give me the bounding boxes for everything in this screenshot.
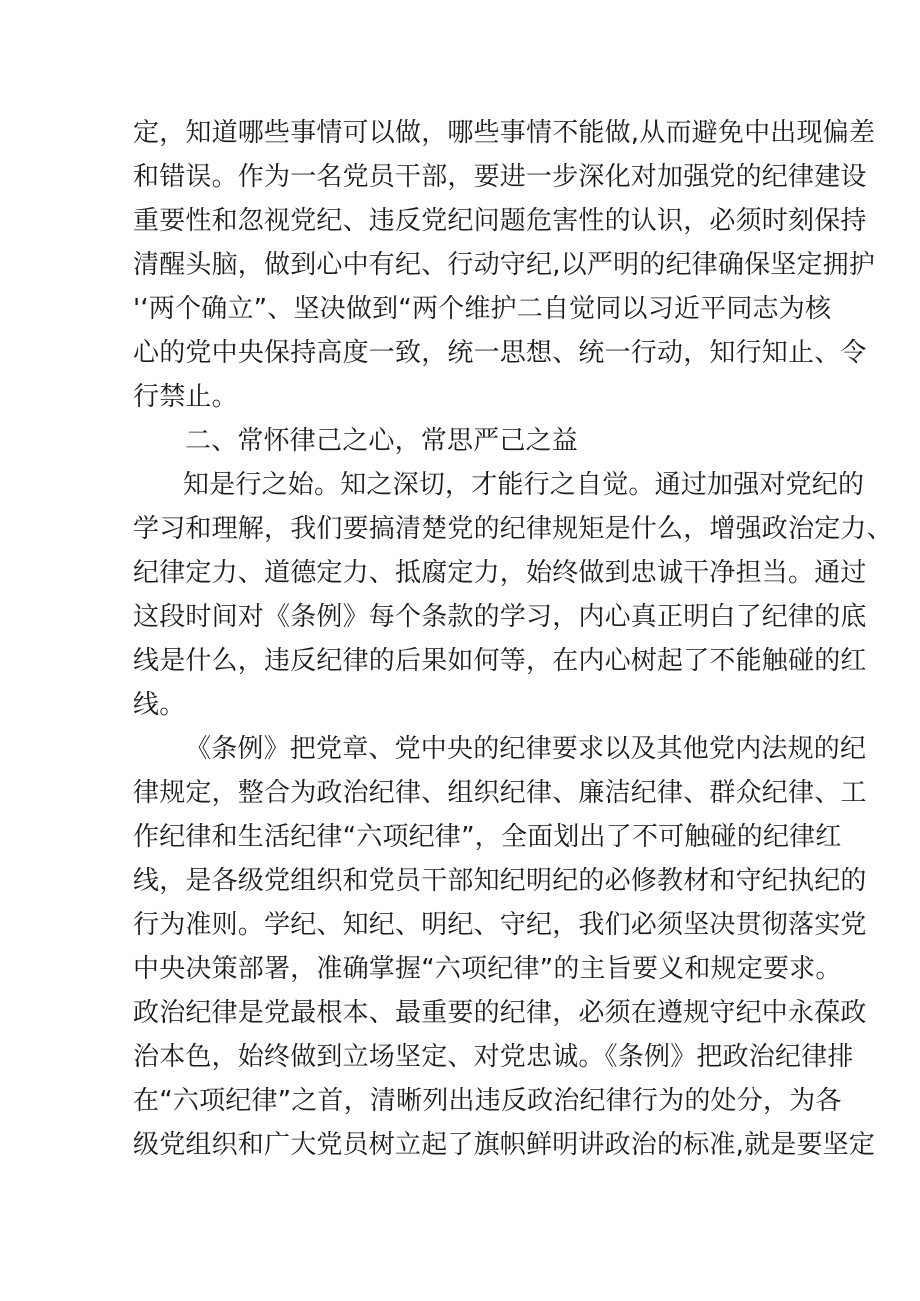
text-line-18: 线，是各级党组织和党员干部知纪明纪的必修教材和守纪执纪的: [133, 866, 867, 896]
text-line-6: 心的党中央保持高度一致，统一思想、统一行动，知行知止、令: [133, 338, 867, 368]
section-heading: 二、常怀律己之心，常思严己之益: [185, 426, 579, 456]
text-line-10: 学习和理解，我们要搞清楚党的纪律规矩是什么，增强政治定力、: [133, 514, 893, 544]
text-line-11: 纪律定力、道德定力、抵腐定力，始终做到忠诚干净担当。通过: [133, 558, 867, 588]
text-line-15: 《条例》把党章、党中央的纪律要求以及其他党内法规的纪: [185, 734, 867, 764]
text-line-16: 律规定，整合为政治纪律、组织纪律、廉洁纪律、群众纪律、工: [133, 778, 867, 808]
text-line-2: 和错误。作为一名党员干部，要进一步深化对加强党的纪律建设: [133, 162, 867, 192]
text-line-17: 作纪律和生活纪律“六项纪律”，全面划出了不可触碰的纪律红: [133, 822, 842, 852]
text-line-20: 中央决策部署，准确掌握“六项纪律”的主旨要义和规定要求。: [133, 954, 842, 984]
text-line-14: 线。: [133, 690, 186, 720]
text-line-24: 级党组织和广大党员树立起了旗帜鲜明讲政治的标准,就是要坚定: [133, 1130, 876, 1160]
text-line-12: 这段时间对《条例》每个条款的学习，内心真正明白了纪律的底: [133, 602, 867, 632]
text-line-23: 在“六项纪律”之首，清晰列出违反政治纪律行为的处分，为各: [133, 1086, 842, 1116]
text-line-1: 定，知道哪些事情可以做，哪些事情不能做,从而避免中出现偏差: [133, 118, 876, 148]
text-line-9: 知是行之始。知之深切，才能行之自觉。通过加强对党纪的: [183, 470, 865, 500]
text-line-7: 行禁止。: [133, 382, 238, 412]
text-line-4: 清醒头脑，做到心中有纪、行动守纪,以严明的纪律确保坚定拥护: [133, 250, 876, 280]
text-line-22: 治本色，始终做到立场坚定、对党忠诚。《条例》把政治纪律排: [133, 1042, 854, 1072]
text-line-19: 行为准则。学纪、知纪、明纪、守纪，我们必须坚决贯彻落实党: [133, 910, 867, 940]
text-line-5: '‘两个确立”、坚决做到“两个维护二自觉同以习近平同志为核: [133, 294, 832, 324]
text-line-13: 线是什么，违反纪律的后果如何等，在内心树起了不能触碰的红: [133, 646, 867, 676]
text-line-3: 重要性和忽视党纪、违反党纪问题危害性的认识，必须时刻保持: [133, 206, 867, 236]
text-line-21: 政治纪律是党最根本、最重要的纪律，必须在遵规守纪中永葆政: [133, 998, 867, 1028]
